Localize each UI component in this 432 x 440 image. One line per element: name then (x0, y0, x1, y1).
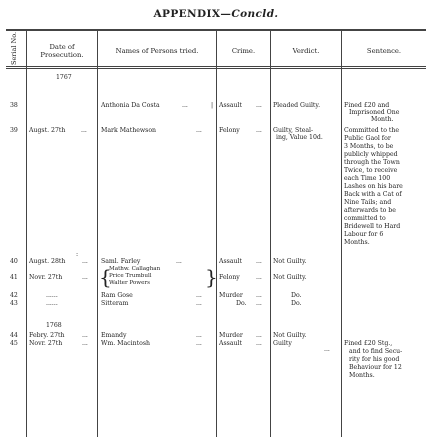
date-39: Augst. 27th (29, 127, 66, 134)
serial-44: 44 (10, 332, 18, 339)
col-rule-4 (270, 29, 271, 437)
verdict-38: Pleaded Guilty. (273, 102, 321, 109)
sentence-45-l3: rity for his good (349, 356, 400, 363)
sentence-45-l1: Fined £20 Stg., (344, 340, 393, 347)
sentence-39-l12: committed to (344, 215, 386, 222)
verdict-45: Guilty (273, 340, 292, 347)
dots-40c: ... (256, 258, 262, 265)
sentence-39-l15: Months. (344, 239, 370, 246)
name-45: Wm. Macintosh (101, 340, 150, 347)
serial-45: 45 (10, 340, 18, 347)
appendix-table (6, 29, 426, 437)
name-44: Emandy (101, 332, 127, 339)
col-rule-3 (216, 29, 217, 437)
sentence-39-l7: each Time 100 (344, 175, 391, 182)
dots-40a: ... (82, 258, 88, 265)
verdict-39-l1: Guilty, Steal- (273, 127, 314, 134)
title-sep: — (220, 8, 232, 20)
sentence-39-l4: publicly whipped (344, 151, 398, 158)
header-names: Names of Persons tried. (115, 47, 199, 55)
verdict-39-l2: ing, Value 10d. (276, 134, 323, 141)
serial-40: 40 (10, 258, 18, 265)
sentence-39-l10: Nine Tails; and (344, 199, 392, 206)
dots-40b: ... (176, 258, 182, 265)
crime-45: Assault (219, 340, 242, 347)
page-title (0, 8, 432, 20)
header-crime: Crime. (231, 47, 256, 55)
col-rule-2 (97, 29, 98, 437)
title-sub: Concld. (231, 8, 279, 20)
dots-42c: ... (256, 292, 262, 299)
dots-41a: ... (82, 274, 88, 281)
name-41-l1: Mathw. Callaghan (109, 266, 161, 272)
name-39: Mark Mathewson (101, 127, 157, 134)
date-43: ...... (46, 300, 58, 307)
divider-38: | (211, 102, 214, 109)
sentence-39-l14: Labour for 6 (344, 231, 384, 238)
sentence-39-l6: Twice, to receive (344, 167, 398, 174)
date-42: ...... (46, 292, 58, 299)
dots-38b: ... (256, 102, 262, 109)
dots-39c: ... (256, 127, 262, 134)
dots-45d: ... (324, 346, 330, 353)
dots-44a: ... (82, 332, 88, 339)
crime-41: Felony (219, 274, 240, 281)
crime-44: Murder (219, 332, 243, 339)
sentence-38-l3: Month. (371, 116, 394, 123)
crime-38: Assault (219, 102, 242, 109)
verdict-44: Not Guilty. (273, 332, 307, 339)
date-40: Augst. 28th (29, 258, 66, 265)
verdict-43: Do. (291, 300, 302, 307)
crime-40: Assault (219, 258, 242, 265)
name-41-l3: Walter Powers (109, 280, 150, 286)
verdict-42: Do. (291, 292, 302, 299)
verdict-41: Not Guilty. (273, 274, 307, 281)
sentence-39-l2: Public Gaol for (344, 135, 391, 142)
verdict-40: Not Guilty. (273, 258, 307, 265)
sentence-45-l5: Months. (349, 372, 375, 379)
crime-39: Felony (219, 127, 240, 134)
col-rule-1 (26, 29, 27, 437)
sentence-39-l5: through the Town (344, 159, 400, 166)
dots-45c: ... (256, 340, 262, 347)
dots-39b: ... (196, 127, 202, 134)
dots-44c: ... (256, 332, 262, 339)
name-43: Sitteram (101, 300, 129, 307)
sentence-38-l1: Fined £20 and (344, 102, 390, 109)
year-1768: 1768 (46, 322, 62, 329)
date-41: Novr. 27th (29, 274, 63, 281)
title-main: APPENDIX (153, 8, 221, 20)
col-rule-5 (341, 29, 342, 437)
serial-42: 42 (10, 292, 18, 299)
dots-44b: ... (196, 332, 202, 339)
header-sentence: Sentence. (366, 47, 402, 55)
brace-right-41: } (205, 265, 218, 289)
crime-43: Do. (236, 300, 247, 307)
date-44: Febry. 27th (29, 332, 65, 339)
name-40: Saml. Farley (101, 258, 141, 265)
date-45: Novr. 27th (29, 340, 63, 347)
name-38: Anthonia Da Costa (101, 102, 160, 109)
serial-41: 41 (10, 274, 18, 281)
header-verdict: Verdict. (292, 47, 320, 55)
dots-39a: ... (81, 127, 87, 134)
sentence-39-l13: Bridewell to Hard (344, 223, 401, 230)
name-42: Ram Gose (101, 292, 133, 299)
dots-43b: ... (196, 300, 202, 307)
serial-38: 38 (10, 102, 18, 109)
serial-43: 43 (10, 300, 18, 307)
name-41-l2: Price Trumbull (109, 273, 152, 279)
year-1767: 1767 (56, 74, 72, 81)
header-date: Date of Prosecution. (40, 43, 84, 59)
sentence-38-l2: Imprisoned One (349, 109, 400, 116)
dots-45b: ... (196, 340, 202, 347)
sentence-39-l8: Lashes on his bare (344, 183, 403, 190)
sentence-39-l9: Back with a Cat of (344, 191, 402, 198)
header-serial: Serial No. (10, 31, 18, 65)
crime-42: Murder (219, 292, 243, 299)
ditto-mark-1: : (76, 251, 79, 258)
serial-39: 39 (10, 127, 18, 134)
sentence-45-l4: Behaviour for 12 (349, 364, 402, 371)
sentence-39-l11: afterwards to be (344, 207, 396, 214)
dots-45a: ... (82, 340, 88, 347)
dots-43c: ... (256, 300, 262, 307)
dots-42b: ... (196, 292, 202, 299)
dots-38: ... (182, 102, 188, 109)
sentence-39-l3: 3 Months, to be (344, 143, 394, 150)
brace-left-41: { (99, 265, 112, 289)
dots-41b: ... (256, 274, 262, 281)
sentence-39-l1: Committed to the (344, 127, 400, 134)
sentence-45-l2: and to find Secu- (349, 348, 403, 355)
